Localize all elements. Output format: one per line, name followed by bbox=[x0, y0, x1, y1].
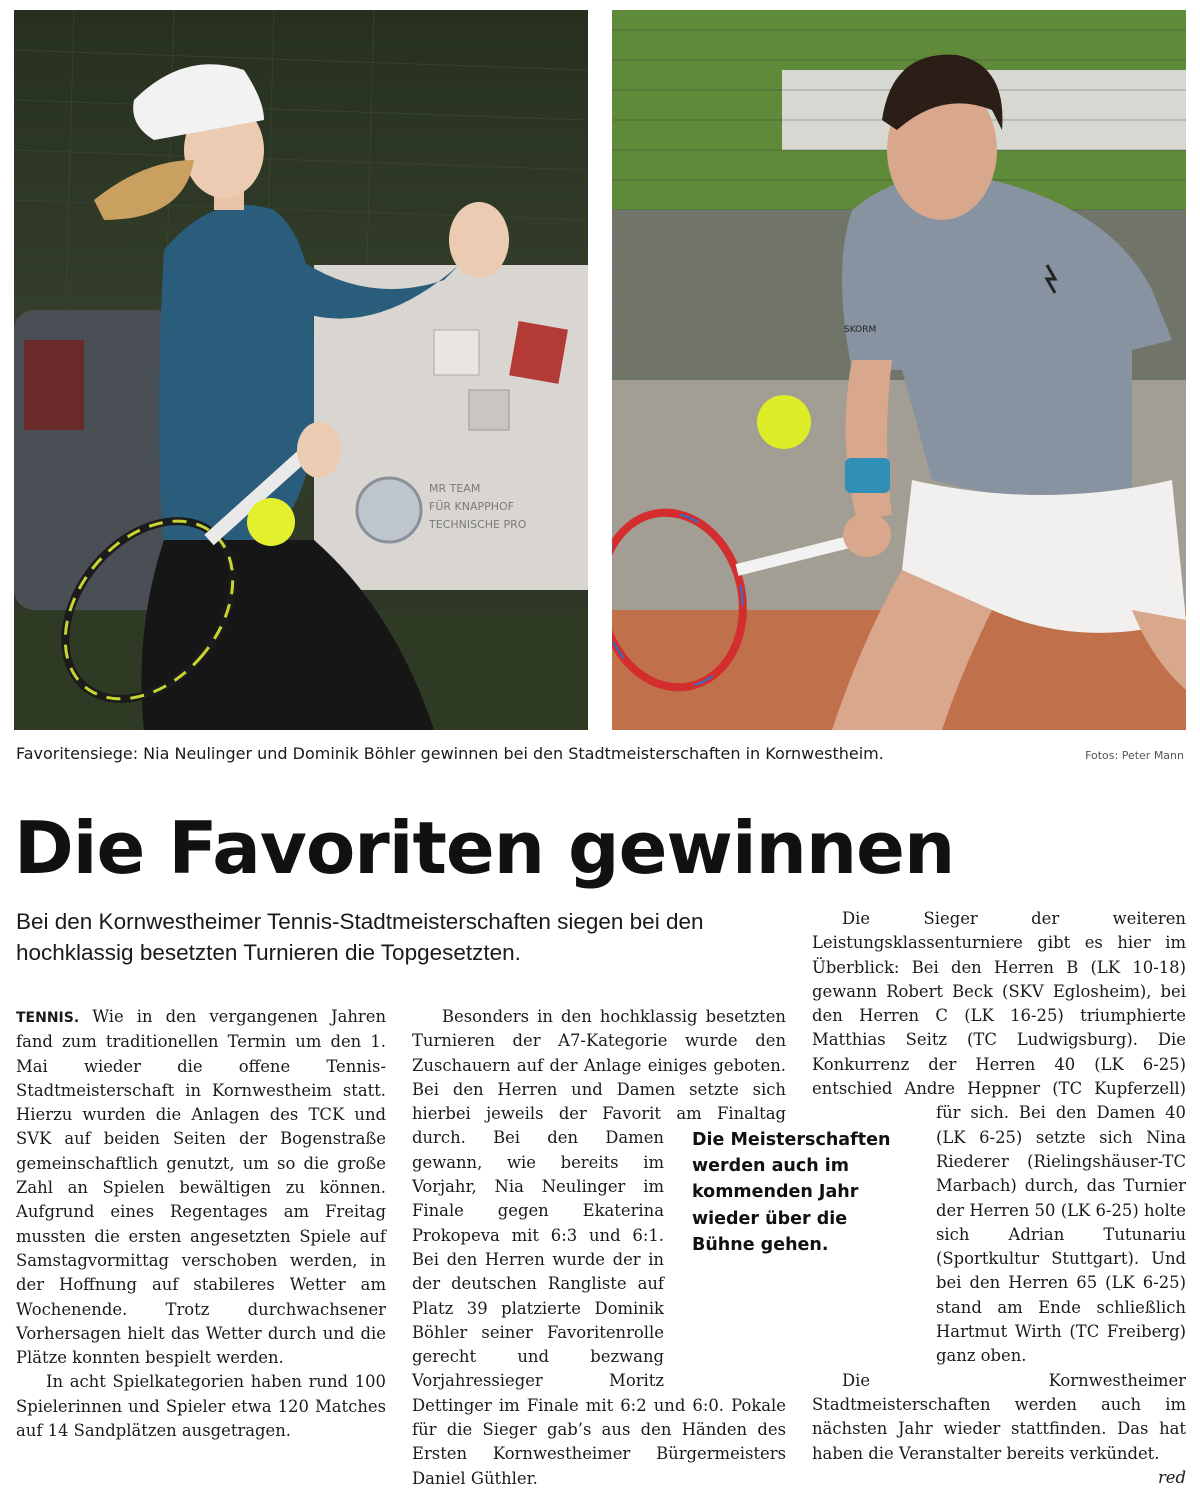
col3-paragraph-1: Die Sieger der weiteren Leistungsklassenturniere gibt es hier im Überblick: Bei den Herren B (LK 10-18) gewann Robert Beck (SKV Eglosheim), bei den Herren C (LK 16-25) triumphierte Matthias Seitz (TC Ludwigsburg). Die Konkurrenz der Herren 40 (LK 6-25) entschied Andre Heppner (TC Kupferzell) für sich. Bei den Damen 40 (LK 6-25) setzte sich Nina Riederer (Rielingshäuser-TC Marbach) durch, das Turnier der Herren 50 (LK 6-25) holte sich Adrian Tutunariu (Sportkultur Stuttgart). Und bei den Herren 65 (LK 6-25) stand am Ende schließlich Hartmut Wirth (TC Freiberg) ganz oben. bbox=[812, 909, 1186, 1366]
kicker: TENNIS. bbox=[16, 1010, 80, 1026]
photo-right bbox=[612, 10, 1186, 730]
teaser: Bei den Kornwestheimer Tennis-Stadtmeisterschaften siegen bei den hochklassig besetzten Turnieren die Topgesetzten. bbox=[16, 909, 704, 965]
banner-line-1: MR TEAM bbox=[429, 482, 481, 495]
banner-line-2: FÜR KNAPPHOF bbox=[429, 500, 515, 513]
photo-caption: Favoritensiege: Nia Neulinger und Dominik Böhler gewinnen bei den Stadtmeisterschaften in Kornwestheim. bbox=[16, 744, 884, 763]
banner-line-3: TECHNISCHE PRO bbox=[429, 518, 527, 531]
photo-credit: Fotos: Peter Mann bbox=[1085, 749, 1184, 762]
author-signature: red bbox=[1157, 1467, 1186, 1487]
col3-paragraph-2: Die Kornwestheimer Stadtmeisterschaften werden auch im nächsten Jahr wieder stattfinden. Das hat haben die Veranstalter bereits verkündet. bbox=[812, 1370, 1186, 1463]
shirt-logo: SKORM bbox=[844, 325, 877, 335]
photo-left bbox=[14, 10, 588, 730]
pull-quote: Die Meisterschaften werden auch im kommenden Jahr wieder über die Bühne gehen. bbox=[692, 1130, 891, 1255]
article-column-1 bbox=[16, 1005, 386, 1443]
col1-paragraph-2: In acht Spielkategorien haben rund 100 Spielerinnen und Spieler etwa 120 Matches auf 14 Sandplätzen ausgetragen. bbox=[16, 1372, 386, 1441]
headline: Die Favoriten gewinnen bbox=[14, 806, 955, 890]
col2-paragraph-1: Besonders in den hochklassig besetzten Turnieren der A7-Kategorie wurde den Zuschauern auf der Anlage einiges geboten. Bei den Herren und Damen setzte sich hierbei jeweils der Favorit am Finaltag durch. Bei den Damen gewann, wie bereits im Vorjahr, Nia Neulinger im Finale gegen Ekaterina Prokopeva mit 6:3 und 6:1. Bei den Herren wurde der in der deutschen Rangliste auf Platz 39 platzierte Dominik Böhler seiner Favoritenrolle gerecht und bezwang Vorjahressieger Moritz Dettinger im Finale mit 6:2 und 6:0. Pokale für die Sieger gab’s aus den Händen des Ersten Kornwestheimer Bürgermeisters Daniel Güthler. bbox=[412, 1007, 786, 1488]
col1-paragraph-1: Wie in den vergangenen Jahren fand zum traditionellen Termin um den 1. Mai wieder die offene Tennis-Stadtmeisterschaft in Kornwestheim statt. Hierzu wurden die Anlagen des TCK und SVK auf beiden Seiten der Bogenstraße gemeinschaftlich genutzt, um so die große Zahl an Spielen bewältigen zu können. Aufgrund eines Regentages am Freitag mussten die ersten angesetzten Spiele auf Samstagvormittag verschoben werden, in der Hoffnung auf stabileres Wetter am Wochenende. Trotz durchwachsener Vorhersagen hielt das Wetter durch und die Plätze konnten bespielt werden. bbox=[16, 1007, 387, 1368]
